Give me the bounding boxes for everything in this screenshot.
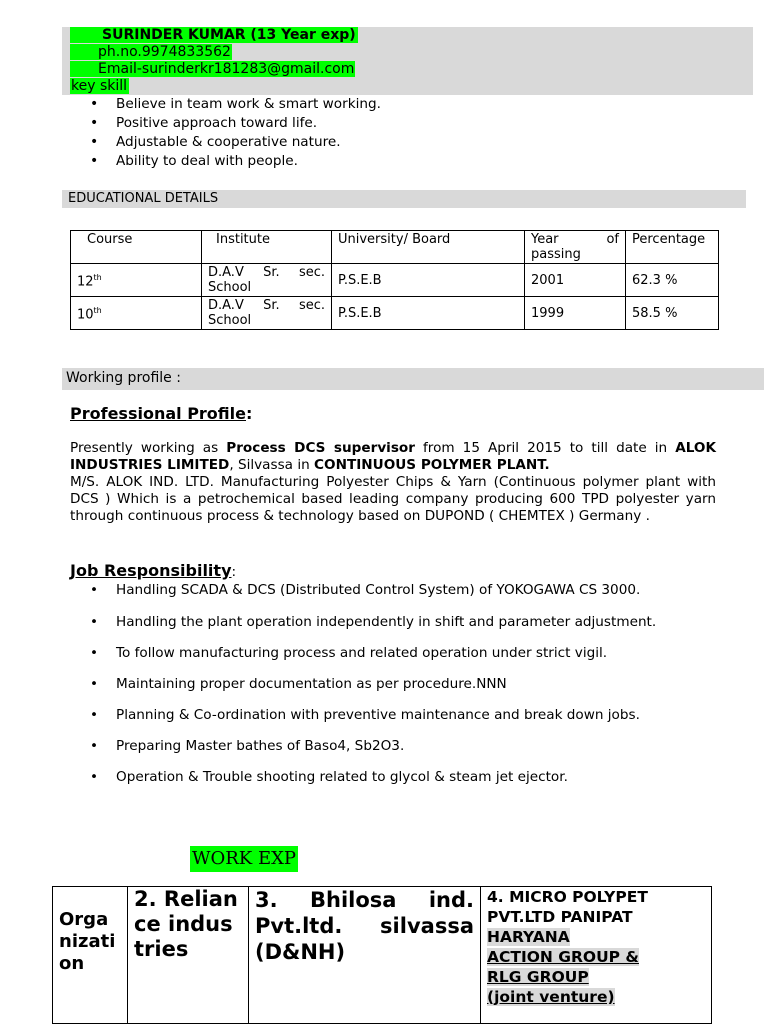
key-skill-label [70, 78, 129, 95]
table-cell: P.S.E.B [332, 297, 525, 330]
list-item: • Adjustable & cooperative nature. [70, 133, 381, 152]
table-row [71, 264, 719, 297]
list-item: • Handling SCADA & DCS (Distributed Control System) of YOKOGAWA CS 3000. [70, 582, 716, 599]
table-cell: 2001 [525, 264, 626, 297]
table-cell: Organization [53, 887, 128, 1024]
job-responsibility-heading: Job Responsibility: [70, 561, 237, 580]
professional-profile-heading: Professional Profile: [70, 404, 253, 423]
education-table [70, 230, 719, 330]
list-item: • Ability to deal with people. [70, 152, 381, 171]
professional-profile-intro: Presently working as Process DCS supervisor from 15 April 2015 to till date in ALOK INDUSTRIES LIMITED, Silvassa in CONTINUOUS POLYMER PLANT. [70, 440, 716, 473]
list-item: • Planning & Co-ordination with preventive maintenance and break down jobs. [70, 707, 716, 724]
table-cell: D.A.V Sr. sec. School [202, 297, 332, 330]
list-item: • Maintaining proper documentation as per procedure.NNN [70, 676, 716, 693]
key-skill-text: key skill [71, 78, 128, 94]
list-item: • Operation & Trouble shooting related to glycol & steam jet ejector. [70, 769, 716, 786]
work-exp-table [52, 886, 712, 1024]
table-row [71, 297, 719, 330]
list-item: • Positive approach toward life. [70, 114, 381, 133]
table-cell: 10th [71, 297, 202, 330]
phone-line [70, 44, 232, 61]
table-cell: 12th [71, 264, 202, 297]
column-header: Percentage [626, 231, 719, 264]
table-cell: 62.3 % [626, 264, 719, 297]
key-skills-list [70, 95, 381, 171]
list-item: • Handling the plant operation independently in shift and parameter adjustment. [70, 614, 716, 631]
list-item: • Believe in team work & smart working. [70, 95, 381, 114]
table-header-row [71, 231, 719, 264]
phone-text: ph.no.9974833562 [70, 44, 232, 60]
professional-profile-description: M/S. ALOK IND. LTD. Manufacturing Polyester Chips & Yarn (Continuous polymer plant with DCS ) Which is a petrochemical based leading company producing 600 TPD polyester yarn through continuous process & technology based on DUPOND ( CHEMTEX ) Germany . [70, 474, 716, 524]
list-item: • To follow manufacturing process and related operation under strict vigil. [70, 645, 716, 662]
list-item: • Preparing Master bathes of Baso4, Sb2O3. [70, 738, 716, 755]
working-profile-title: Working profile : [62, 368, 764, 390]
email-line [70, 61, 355, 78]
table-row [53, 887, 712, 1024]
job-responsibility-list [70, 582, 716, 786]
table-cell: 4. MICRO POLYPET PVT.LTD PANIPAT HARYANA ACTION GROUP & RLG GROUP (joint venture) [481, 887, 712, 1024]
table-cell: 2. Reliance industries [128, 887, 249, 1024]
column-header: University/ Board [332, 231, 525, 264]
candidate-name [70, 27, 358, 44]
candidate-name-text: SURINDER KUMAR (13 Year exp) [70, 27, 358, 43]
column-header: Institute [202, 231, 332, 264]
work-exp-title: WORK EXP [190, 846, 298, 872]
education-section-title: EDUCATIONAL DETAILS [62, 190, 746, 208]
table-cell: D.A.V Sr. sec. School [202, 264, 332, 297]
email-text: Email-surinderkr181283@gmail.com [70, 61, 355, 77]
table-cell: 1999 [525, 297, 626, 330]
table-cell: 3. Bhilosa ind. Pvt.ltd. silvassa (D&NH) [249, 887, 481, 1024]
table-cell: 58.5 % [626, 297, 719, 330]
table-cell: P.S.E.B [332, 264, 525, 297]
column-header: Year of passing [525, 231, 626, 264]
column-header: Course [71, 231, 202, 264]
